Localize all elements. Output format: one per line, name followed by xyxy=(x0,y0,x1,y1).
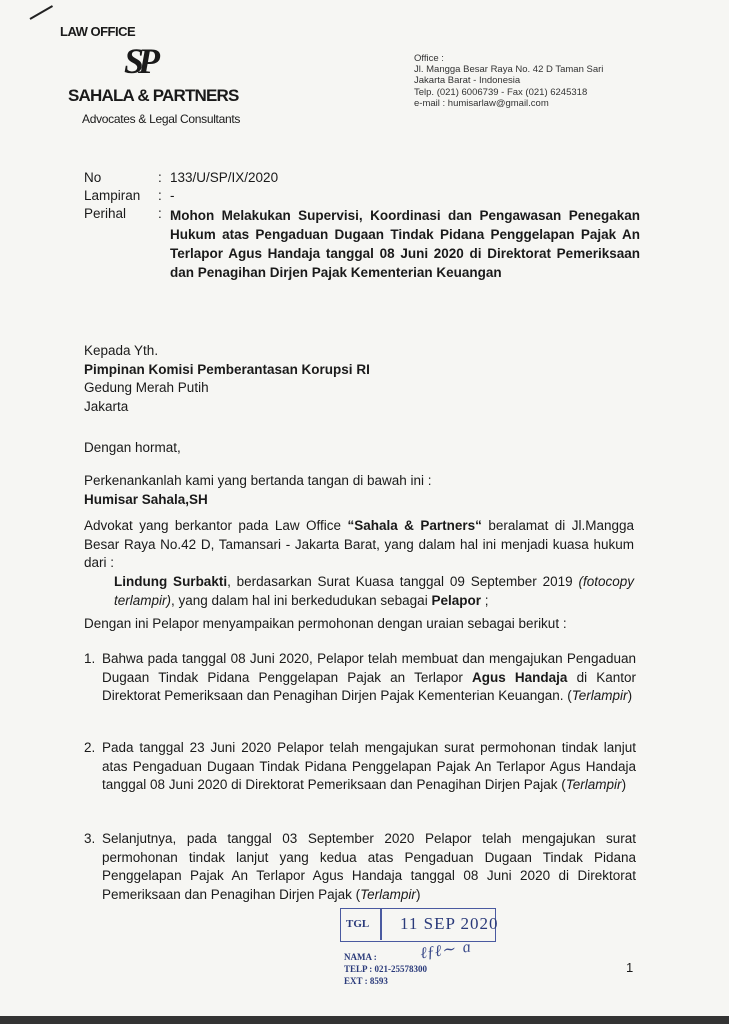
list-text: Bahwa pada tanggal 08 Juni 2020, Pelapor telah membuat dan mengajukan Pengaduan Dugaan Tindak Pidana Penggelapan Pajak an Terlapor Agus Handaja di Kantor Direktorat Pemeriksaan dan Penagihan Dirjen Pajak Kementerian Keuangan. (Terlampir) xyxy=(102,651,636,703)
client-role: Pelapor xyxy=(431,592,481,608)
subject-value: Mohon Melakukan Supervisi, Koordinasi dan Pengawasan Penegakan Hukum atas Pengaduan Dugaan Tindak Pidana Penggelapan Pajak An Terlapor Agus Handaja tanggal 08 Juni 2020 di Direktorat Pemeriksaan dan Penagihan Dirjen Pajak Kementerian Keuangan xyxy=(170,208,640,280)
letter-fields xyxy=(84,170,640,284)
scan-bottom-edge xyxy=(0,1016,729,1024)
field-perihal xyxy=(84,206,640,282)
page-number: 1 xyxy=(626,960,634,975)
firm-logo: SP xyxy=(124,41,155,81)
field-colon: : xyxy=(158,170,162,185)
client-name: Lindung Surbakti xyxy=(114,574,228,589)
office-address xyxy=(414,53,603,109)
field-label: No xyxy=(84,170,102,185)
list-item xyxy=(84,650,636,706)
client-paragraph xyxy=(114,573,634,610)
field-label: Lampiran xyxy=(84,188,141,203)
stamp-tgl: TGL xyxy=(346,918,370,930)
signer-name: Humisar Sahala,SH xyxy=(84,491,208,507)
list-item xyxy=(84,739,636,795)
office-line: Jakarta Barat - Indonesia xyxy=(414,75,521,87)
list-item xyxy=(84,830,636,904)
field-colon: : xyxy=(158,206,162,221)
office-email: e-mail : humisarlaw@gmail.com xyxy=(414,97,549,109)
stamp-nama: NAMA : xyxy=(344,952,377,962)
client-text: , berdasarkan Surat Kuasa tanggal 09 September 2019 xyxy=(227,574,579,589)
field-colon: : xyxy=(158,188,162,203)
list-number: 3. xyxy=(84,831,96,846)
salutation: Dengan hormat, xyxy=(84,440,181,455)
list-text: Pada tanggal 23 Juni 2020 Pelapor telah mengajukan surat permohonan tindak lanjut atas Pengaduan Dugaan Tindak Pidana Penggelapan Pajak An Terlapor Agus Handaja tanggal 08 Juni 2020 di Direktorat Pemeriksaan dan Penagihan Dirjen Pajak (Terlampir) xyxy=(102,740,636,792)
client-text: , yang dalam hal ini berkedudukan sebagai xyxy=(171,592,432,608)
recipient-city: Jakarta xyxy=(84,398,129,414)
recipient-building: Gedung Merah Putih xyxy=(84,380,209,395)
stamp-divider xyxy=(380,908,382,940)
intro-text: Perkenankanlah kami yang bertanda tangan di bawah ini : xyxy=(84,473,432,488)
firm-name: SAHALA & PARTNERS xyxy=(68,86,239,105)
attachment-value: - xyxy=(170,188,175,203)
stamp-date: 11 SEP 2020 xyxy=(400,914,499,933)
intro-block xyxy=(84,472,634,509)
law-office-label: LAW OFFICE xyxy=(60,24,136,39)
handwritten-signature: ℓƒℓ∼ ɑ xyxy=(419,938,472,963)
advokat-text: Advokat yang berkantor pada Law Office xyxy=(84,518,348,533)
advokat-firm: “Sahala & Partners“ xyxy=(347,518,482,533)
stamp-telp: TELP : 021-25578300 xyxy=(344,964,428,974)
firm-subtitle: Advocates & Legal Consultants xyxy=(82,112,241,126)
stamp-ext: EXT : 8593 xyxy=(344,976,388,986)
recipient-name: Pimpinan Komisi Pemberantasan Korupsi RI xyxy=(84,361,370,377)
list-number: 1. xyxy=(84,651,96,666)
lead-sentence: Dengan ini Pelapor menyampaikan permohonan dengan uraian sebagai berikut : xyxy=(84,616,567,631)
client-note: (fotocopy terlampir) xyxy=(114,574,634,608)
recipient-greeting: Kepada Yth. xyxy=(84,343,159,358)
list-text: Selanjutnya, pada tanggal 03 September 2020 Pelapor telah mengajukan surat permohonan tindak lanjut yang kedua atas Pengaduan Dugaan Tindak Pidana Penggelapan Pajak An Terlapor Agus Handaja tanggal 08 Juni 2020 di Direktorat Pemeriksaan dan Penagihan Dirjen Pajak (Terlampir) xyxy=(102,831,636,902)
advokat-text: beralamat di Jl.Mangga Besar Raya No.42 D, Tamansari - Jakarta Barat, yang dalam hal ini menjadi kuasa hukum dari : xyxy=(84,518,635,570)
client-text: ; xyxy=(480,592,489,608)
office-line: Telp. (021) 6006739 - Fax (021) 6245318 xyxy=(414,86,588,98)
office-line: Jl. Mangga Besar Raya No. 42 D Taman Sari xyxy=(414,64,604,76)
list-number: 2. xyxy=(84,740,96,755)
letter-number: 133/U/SP/IX/2020 xyxy=(170,170,279,185)
office-line: Office : xyxy=(414,53,444,64)
pen-stroke xyxy=(30,5,54,20)
field-label: Perihal xyxy=(84,206,127,221)
advokat-paragraph xyxy=(84,517,634,573)
recipient-block xyxy=(84,342,634,416)
field-lampiran xyxy=(84,188,640,204)
field-no xyxy=(84,170,640,186)
